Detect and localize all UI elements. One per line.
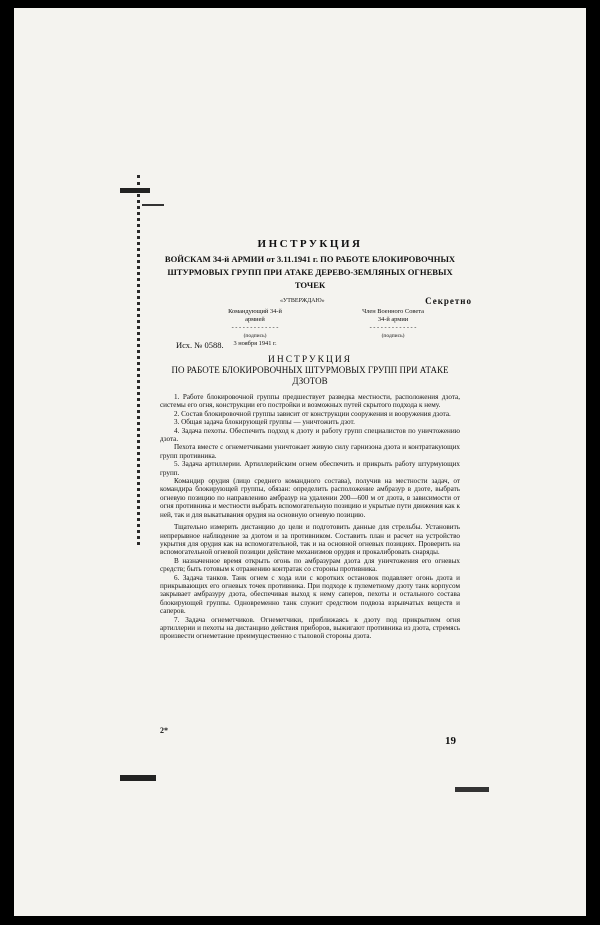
commander-title: Командующий 34-й bbox=[228, 308, 282, 315]
approve-label: «УТВЕРЖДАЮ» bbox=[280, 298, 325, 304]
council-title-2: 34-й армии bbox=[377, 316, 409, 323]
document-title: ИНСТРУКЦИЯ bbox=[257, 238, 363, 250]
scan-artifact-top bbox=[120, 188, 150, 193]
paragraph: Командир орудия (лицо среднего командного состава), получив на местности задач, от командира блокирующей группы, обязан: определить расположение амбразур в дзоте, выбрать огневую позицию по направлению амбразур на удалении 200—600 м от дзота, в зависимости от огня противника и местности выбрать вспомогательную позицию и укрытые пути движения как к ней, так и для выкатывания орудия на основную огневую позицию. bbox=[160, 477, 460, 519]
council-signature: (подпись) bbox=[381, 333, 405, 339]
scan-artifact-bottom bbox=[120, 775, 156, 781]
paragraph: Тщательно измерить дистанцию до цели и подготовить данные для стрельбы. Установить непрерывное наблюдение за дзотом и за противником. Составить план и расчет на устройство укрытия для орудия как на вспомогательной, так и на основной огневых позициях. Проверить на вспомогательной огневой позиции действие механизмов орудия и прокалибровать снаряды. bbox=[160, 523, 460, 557]
reference-number: Исх. № 0588. bbox=[176, 340, 224, 350]
inner-title: ИНСТРУКЦИЯ bbox=[267, 355, 353, 365]
document-subtitle: ВОЙСКАМ 34-й АРМИИ от 3.11.1941 г. ПО РАБОТЕ БЛОКИРОВОЧНЫХ ШТУРМОВЫХ ГРУПП ПРИ АТАКЕ ДЕРЕВО-ЗЕМЛЯНЫХ ОГНЕВЫХ ТОЧЕК bbox=[164, 254, 456, 290]
commander-date: 3 ноября 1941 г. bbox=[233, 340, 277, 347]
document-body bbox=[160, 238, 472, 641]
council-member-block bbox=[338, 308, 448, 340]
paragraph: 4. Задача пехоты. Обеспечить подход к дзоту и работу групп специалистов по уничтожению дзота. bbox=[160, 426, 460, 444]
signature-mark: 2* bbox=[160, 726, 168, 735]
commander-block bbox=[200, 308, 310, 348]
scan-scratch bbox=[142, 204, 164, 206]
council-title: Член Военного Совета bbox=[362, 308, 424, 315]
paragraph: 7. Задача огнеметчиков. Огнеметчики, приближаясь к дзоту под прикрытием огня артиллерии и пехоты на дистанцию действия приборов, выжигают противника из дзота, стремясь произвести огнеметание преимущественно с тыловой стороны дзота. bbox=[160, 615, 460, 641]
paragraphs bbox=[160, 393, 460, 641]
paragraph: 1. Работе блокировочной группы предшествует разведка местности, расположения дзота, системы его огня, конструкции его постройки и возможных путей скрытого подхода к нему. bbox=[160, 393, 460, 410]
sign-line: - - - - - - - - - - - - - bbox=[231, 324, 279, 331]
commander-signature: (подпись) bbox=[243, 333, 267, 339]
paragraph: 5. Задача артиллерии. Артиллерийским огнем обеспечить и прикрыть работу штурмующих групп. bbox=[160, 460, 460, 477]
sign-line: - - - - - - - - - - - - - bbox=[369, 324, 417, 331]
binding-marks bbox=[137, 175, 152, 545]
paragraph: Пехота вместе с огнеметчиками уничтожает живую силу гарнизона дзота и контратакующих групп противника. bbox=[160, 443, 460, 460]
inner-subtitle: ПО РАБОТЕ БЛОКИРОВОЧНЫХ ШТУРМОВЫХ ГРУПП ПРИ АТАКЕ ДЗОТОВ bbox=[171, 365, 449, 386]
paragraph: 3. Общая задача блокирующей группы — уничтожить дзот. bbox=[174, 418, 355, 427]
scan-artifact-right bbox=[455, 787, 489, 792]
secret-stamp: Секретно bbox=[425, 296, 472, 306]
paragraph: В назначенное время открыть огонь по амбразурам дзота для уничтожения его огневых средств; быть готовым к отражению контратак со стороны противника. bbox=[160, 556, 460, 574]
commander-title-2: армией bbox=[245, 316, 265, 323]
paragraph: 2. Состав блокировочной группы зависит от конструкции сооружения и вооружения дзота. bbox=[174, 409, 451, 418]
paragraph: 6. Задача танков. Танк огнем с хода или с коротких остановок подавляет огонь дзота и прикрывающих его огневых точек противника. При подходе к пулеметному дзоту танк корпусом закрывает амбразуру дзота, обеспечивая выход к нему саперов, пехоты и остального состава блокирующей группы. Одновременно танк служит средством подвоза взрывчатых веществ и саперов. bbox=[160, 573, 460, 616]
page-number: 19 bbox=[445, 735, 456, 747]
